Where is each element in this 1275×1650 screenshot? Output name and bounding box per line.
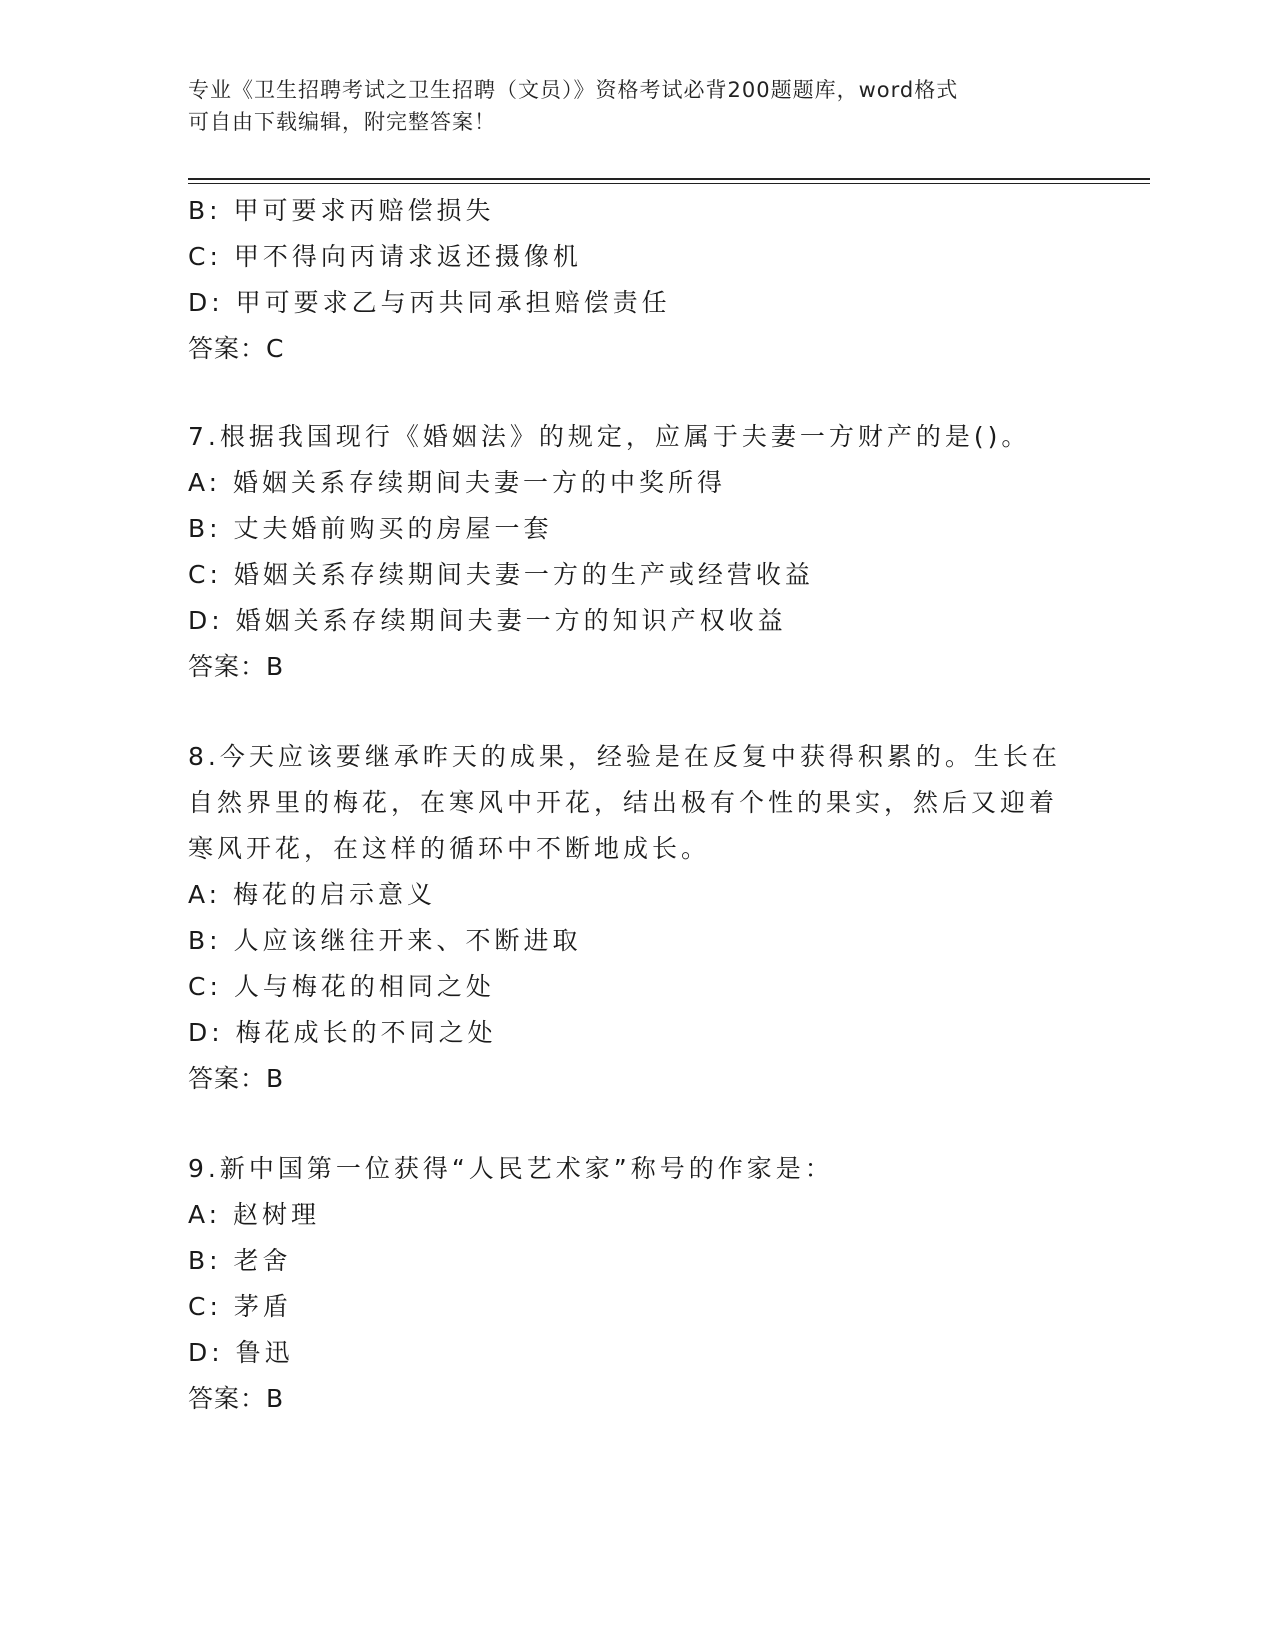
q7-answer: 答案：B bbox=[188, 652, 285, 681]
header-line-2: 可自由下载编辑，附完整答案！ bbox=[188, 110, 496, 134]
q9-option-d: D: 鲁迅 bbox=[188, 1338, 294, 1367]
header-divider-thick bbox=[188, 178, 1150, 180]
q8-option-d: D: 梅花成长的不同之处 bbox=[188, 1018, 497, 1047]
q8-stem-line-1: 8.今天应该要继承昨天的成果，经验是在反复中获得积累的。生长在 bbox=[188, 742, 1061, 771]
q8-option-c: C: 人与梅花的相同之处 bbox=[188, 972, 495, 1001]
q9-option-b: B: 老舍 bbox=[188, 1246, 292, 1275]
question-spacer bbox=[188, 690, 1088, 734]
q7-option-d: D: 婚姻关系存续期间夫妻一方的知识产权收益 bbox=[188, 606, 787, 635]
header-divider-thin bbox=[188, 183, 1150, 184]
question-9 bbox=[188, 1146, 1088, 1422]
question-7 bbox=[188, 414, 1088, 690]
question-8 bbox=[188, 734, 1088, 1102]
header-line-1: 专业《卫生招聘考试之卫生招聘（文员）》资格考试必背200题题库，word格式 bbox=[188, 78, 959, 102]
q7-option-c: C: 婚姻关系存续期间夫妻一方的生产或经营收益 bbox=[188, 560, 814, 589]
question-6-continued bbox=[188, 188, 1088, 372]
q6-option-c: C: 甲不得向丙请求返还摄像机 bbox=[188, 242, 582, 271]
q8-option-a: A: 梅花的启示意义 bbox=[188, 880, 437, 909]
q9-stem: 9.新中国第一位获得“人民艺术家”称号的作家是： bbox=[188, 1154, 834, 1183]
q8-answer: 答案：B bbox=[188, 1064, 285, 1093]
q7-option-b: B: 丈夫婚前购买的房屋一套 bbox=[188, 514, 553, 543]
q7-option-a: A: 婚姻关系存续期间夫妻一方的中奖所得 bbox=[188, 468, 727, 497]
q6-option-d: D: 甲可要求乙与丙共同承担赔偿责任 bbox=[188, 288, 671, 317]
q9-answer: 答案：B bbox=[188, 1384, 285, 1413]
q7-stem: 7.根据我国现行《婚姻法》的规定，应属于夫妻一方财产的是()。 bbox=[188, 422, 1031, 451]
question-spacer bbox=[188, 372, 1088, 414]
question-content bbox=[188, 188, 1088, 1422]
question-spacer bbox=[188, 1102, 1088, 1146]
document-header bbox=[188, 74, 1088, 138]
q9-option-a: A: 赵树理 bbox=[188, 1200, 321, 1229]
q8-stem-line-3: 寒风开花，在这样的循环中不断地成长。 bbox=[188, 834, 711, 863]
q8-option-b: B: 人应该继往开来、不断进取 bbox=[188, 926, 582, 955]
q9-option-c: C: 茅盾 bbox=[188, 1292, 292, 1321]
q6-answer: 答案：C bbox=[188, 334, 285, 363]
q6-option-b: B: 甲可要求丙赔偿损失 bbox=[188, 196, 495, 225]
q8-stem-line-2: 自然界里的梅花，在寒风中开花，结出极有个性的果实，然后又迎着 bbox=[188, 788, 1059, 817]
